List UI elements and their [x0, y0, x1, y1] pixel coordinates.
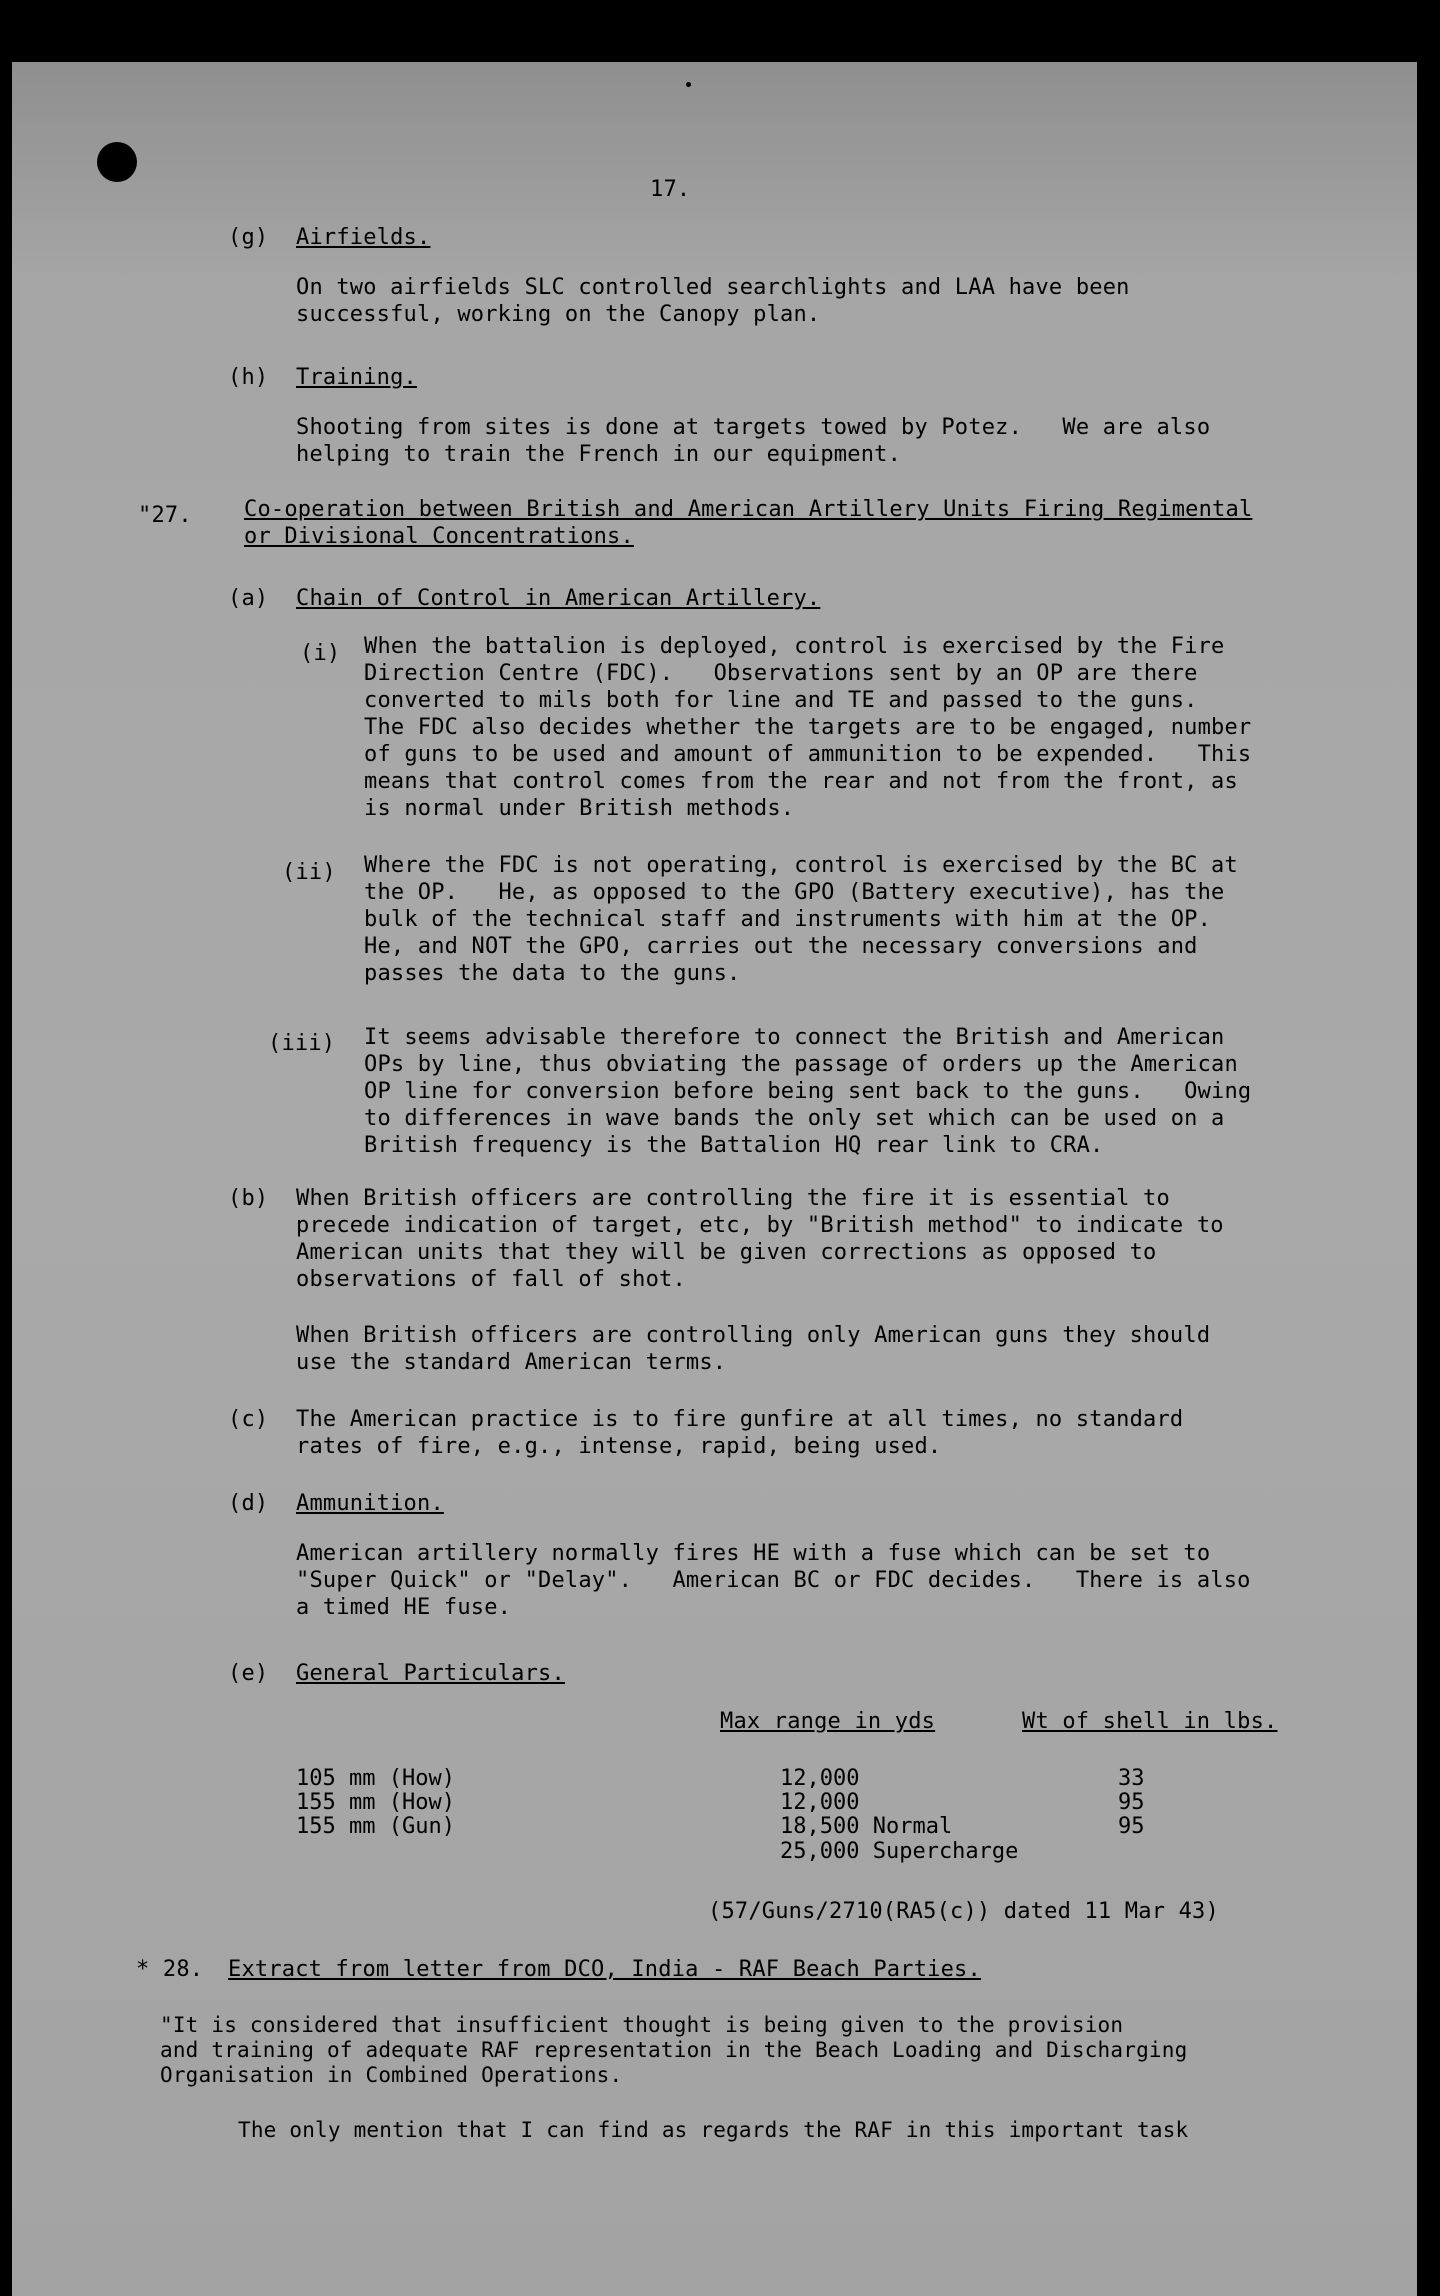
a-ii-line-3: bulk of the technical staff and instruments with him at the OP. — [364, 907, 1212, 932]
punch-hole — [97, 142, 137, 182]
g-label: (g) — [228, 225, 269, 250]
table-row-2-gun: 155 mm (How) — [296, 1790, 455, 1815]
table-row-3-weight: 95 — [1118, 1814, 1145, 1839]
table-row-1-gun: 105 mm (How) — [296, 1766, 455, 1791]
b-line-4: observations of fall of shot. — [296, 1267, 686, 1292]
page-number: 17. — [650, 177, 691, 202]
s28-marker: * 28. — [136, 1957, 204, 1982]
b-line-2: precede indication of target, etc, by "British method" to indicate to — [296, 1213, 1224, 1238]
a-iii-line-2: OPs by line, thus obviating the passage of orders up the American — [364, 1052, 1238, 1077]
b-label: (b) — [228, 1186, 269, 1211]
a-i-line-3: converted to mils both for line and TE and passed to the guns. — [364, 688, 1198, 713]
a-iii-line-3: OP line for conversion before being sent back to the guns. Owing — [364, 1079, 1252, 1104]
d-line-1: American artillery normally fires HE with a fuse which can be set to — [296, 1541, 1211, 1566]
table-row-3-gun: 155 mm (Gun) — [296, 1814, 455, 1839]
a-label: (a) — [228, 586, 269, 611]
a-i-line-5: of guns to be used and amount of ammunition to be expended. This — [364, 742, 1252, 767]
d-title: Ammunition. — [296, 1491, 444, 1516]
h-label: (h) — [228, 365, 269, 390]
table-row-2-range: 12,000 — [780, 1790, 860, 1815]
a-i-label: (i) — [300, 641, 341, 666]
a-iii-label: (iii) — [268, 1031, 336, 1056]
s28-last-line: The only mention that I can find as regards the RAF in this important task — [238, 2118, 1189, 2142]
col-header-weight: Wt of shell in lbs. — [1022, 1709, 1278, 1734]
a-ii-line-2: the OP. He, as opposed to the GPO (Battery executive), has the — [364, 880, 1225, 905]
a-i-line-2: Direction Centre (FDC). Observations sent by an OP are there — [364, 661, 1198, 686]
a-ii-line-5: passes the data to the guns. — [364, 961, 741, 986]
b-line-1: When British officers are controlling the fire it is essential to — [296, 1186, 1170, 1211]
a-title: Chain of Control in American Artillery. — [296, 586, 821, 611]
page-dot — [686, 82, 691, 87]
s28-line-1: "It is considered that insufficient thought is being given to the provision — [160, 2013, 1124, 2037]
a-iii-line-4: to differences in wave bands the only set which can be used on a — [364, 1106, 1225, 1131]
reference: (57/Guns/2710(RA5(c)) dated 11 Mar 43) — [708, 1899, 1219, 1924]
table-row-3-range: 18,500 Normal — [780, 1814, 953, 1839]
g-line-2: successful, working on the Canopy plan. — [296, 302, 821, 327]
s28-title: Extract from letter from DCO, India - RAF Beach Parties. — [228, 1957, 981, 1982]
s27-title-2: or Divisional Concentrations. — [244, 524, 634, 549]
a-i-line-6: means that control comes from the rear and not from the front, as — [364, 769, 1238, 794]
a-ii-line-4: He, and NOT the GPO, carries out the necessary conversions and — [364, 934, 1198, 959]
a-i-line-1: When the battalion is deployed, control is exercised by the Fire — [364, 634, 1225, 659]
a-iii-line-1: It seems advisable therefore to connect the British and American — [364, 1025, 1225, 1050]
g-line-1: On two airfields SLC controlled searchlights and LAA have been — [296, 275, 1130, 300]
c-label: (c) — [228, 1407, 269, 1432]
b-para2-line-2: use the standard American terms. — [296, 1350, 727, 1375]
e-label: (e) — [228, 1661, 269, 1686]
b-para2-line-1: When British officers are controlling only American guns they should — [296, 1323, 1211, 1348]
g-title: Airfields. — [296, 225, 431, 250]
table-row-4-range: 25,000 Supercharge — [780, 1839, 1019, 1864]
e-title: General Particulars. — [296, 1661, 565, 1686]
a-ii-line-1: Where the FDC is not operating, control is exercised by the BC at — [364, 853, 1238, 878]
h-line-2: helping to train the French in our equipment. — [296, 442, 902, 467]
s27-title-1: Co-operation between British and American Artillery Units Firing Regimental — [244, 497, 1253, 522]
s28-line-2: and training of adequate RAF representation in the Beach Loading and Discharging — [160, 2038, 1188, 2062]
c-line-2: rates of fire, e.g., intense, rapid, being used. — [296, 1434, 942, 1459]
table-row-1-weight: 33 — [1118, 1766, 1145, 1791]
d-label: (d) — [228, 1491, 269, 1516]
d-line-2: "Super Quick" or "Delay". American BC or FDC decides. There is also — [296, 1568, 1251, 1593]
a-i-line-4: The FDC also decides whether the targets are to be engaged, number — [364, 715, 1252, 740]
s28-line-3: Organisation in Combined Operations. — [160, 2063, 623, 2087]
s27-marker: "27. — [138, 503, 192, 528]
a-iii-line-5: British frequency is the Battalion HQ rear link to CRA. — [364, 1133, 1104, 1158]
h-line-1: Shooting from sites is done at targets towed by Potez. We are also — [296, 415, 1211, 440]
table-row-1-range: 12,000 — [780, 1766, 860, 1791]
col-header-range: Max range in yds — [720, 1709, 936, 1734]
h-title: Training. — [296, 365, 418, 390]
a-ii-label: (ii) — [282, 860, 336, 885]
c-line-1: The American practice is to fire gunfire at all times, no standard — [296, 1407, 1184, 1432]
table-row-2-weight: 95 — [1118, 1790, 1145, 1815]
a-i-line-7: is normal under British methods. — [364, 796, 795, 821]
d-line-3: a timed HE fuse. — [296, 1595, 512, 1620]
b-line-3: American units that they will be given corrections as opposed to — [296, 1240, 1157, 1265]
